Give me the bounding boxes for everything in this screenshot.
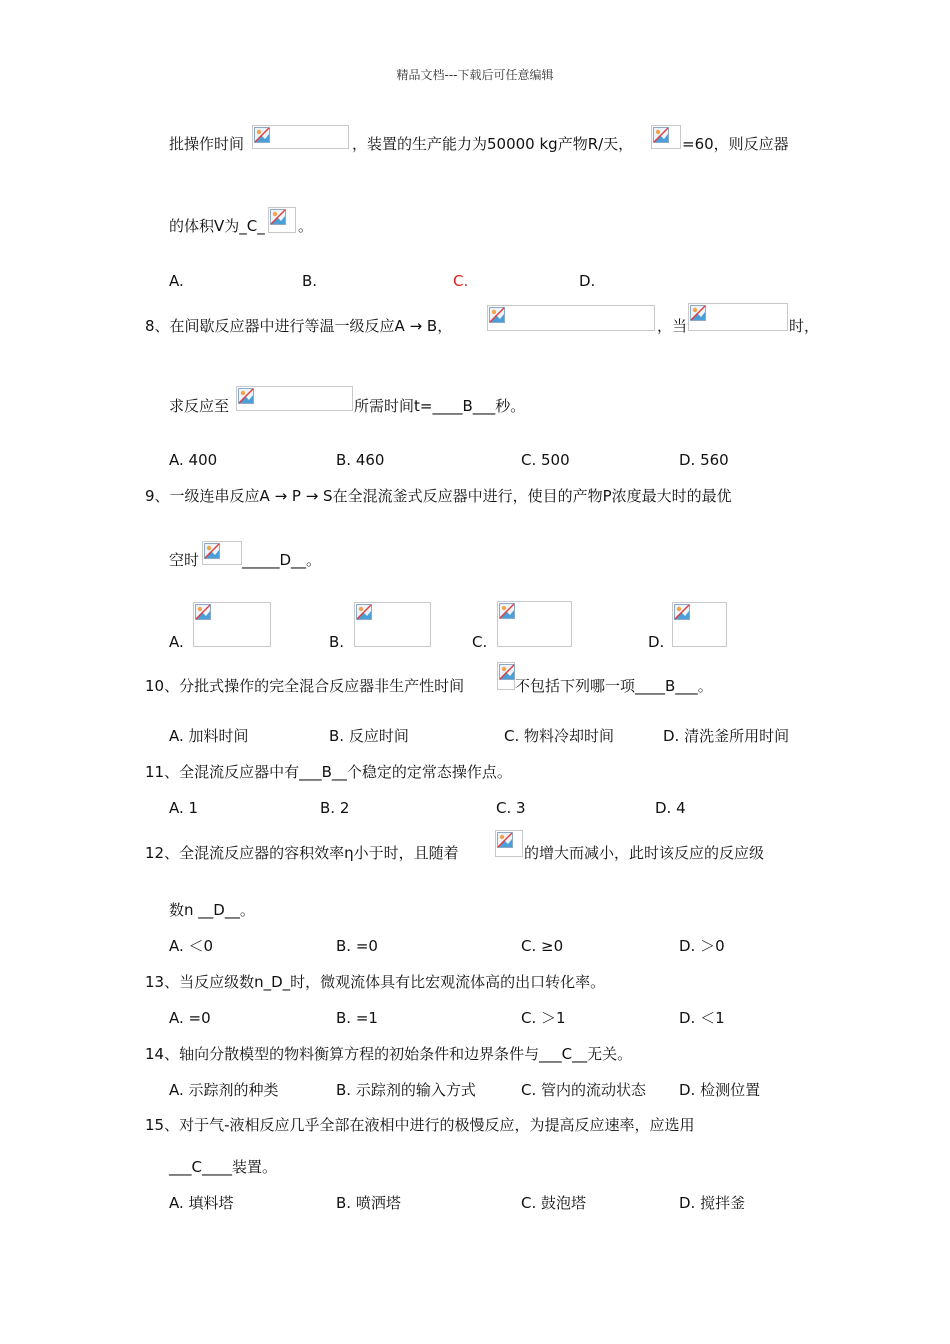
q7-option-c-answer: C. (453, 272, 469, 290)
broken-image-icon (254, 127, 270, 143)
text-q8-line2a: 求反应至 (169, 397, 230, 415)
q8-option-d: D. 560 (679, 451, 729, 469)
q14-option-c: C. 管内的流动状态 (521, 1081, 647, 1099)
q14-option-a: A. 示踪剂的种类 (169, 1081, 279, 1099)
text-q8-line1c: 时， (789, 317, 820, 335)
formula-image (672, 602, 727, 647)
q15-option-c: C. 鼓泡塔 (521, 1194, 587, 1212)
q10-option-b: B. 反应时间 (329, 727, 409, 745)
q12-option-d: D. ＞0 (679, 937, 725, 955)
text-q15-line2: ___C____装置。 (169, 1158, 277, 1176)
formula-image (193, 602, 271, 647)
q7-option-b: B. (302, 272, 318, 290)
text-q12-c: 数n __D__。 (169, 901, 255, 919)
formula-image (202, 541, 242, 565)
q12-option-a: A. ＜0 (169, 937, 214, 955)
text-q7-line2: 的体积V为_C_ (169, 217, 265, 235)
text-q9-line2b: _____D__。 (242, 551, 322, 569)
q15-option-b: B. 喷洒塔 (336, 1194, 401, 1212)
q7-option-d: D. (579, 272, 596, 290)
broken-image-icon (653, 127, 669, 143)
broken-image-icon (497, 832, 513, 848)
q14-option-b: B. 示踪剂的输入方式 (336, 1081, 476, 1099)
text-q14: 14、轴向分散模型的物料衡算方程的初始条件和边界条件与___C__无关。 (145, 1045, 633, 1063)
q10-option-d: D. 清洗釜所用时间 (663, 727, 790, 745)
q9-option-d: D. (648, 633, 665, 651)
broken-image-icon (238, 388, 254, 404)
text-q9-line2a: 空时 (169, 551, 200, 569)
formula-image (354, 602, 431, 647)
text-q12-a: 12、全混流反应器的容积效率η小于时，且随着 (145, 844, 459, 862)
q9-option-a: A. (169, 633, 184, 651)
q13-option-a: A. =0 (169, 1009, 211, 1027)
text-q7-line1a: 批操作时间 (169, 135, 245, 153)
text-q10-b: 不包括下列哪一项____B___。 (515, 677, 713, 695)
text-q7-line2-end: 。 (298, 217, 314, 235)
q15-option-d: D. 搅拌釜 (679, 1194, 746, 1212)
q13-option-c: C. ＞1 (521, 1009, 566, 1027)
q7-option-a: A. (169, 272, 184, 290)
formula-image (688, 303, 788, 331)
formula-image (236, 386, 353, 411)
q8-option-a: A. 400 (169, 451, 218, 469)
broken-image-icon (270, 209, 286, 225)
text-q8-line1a: 8、在间歇反应器中进行等温一级反应A → B， (145, 317, 453, 335)
q11-option-c: C. 3 (496, 799, 526, 817)
q9-option-c: C. (472, 633, 488, 651)
formula-image (651, 125, 681, 149)
text-q8-line2b: 所需时间t=____B___秒。 (354, 397, 526, 415)
formula-image (268, 207, 296, 233)
q9-option-b: B. (329, 633, 345, 651)
q12-option-b: B. =0 (336, 937, 378, 955)
broken-image-icon (356, 604, 372, 620)
text-q9-line1: 9、一级连串反应A → P → S在全混流釜式反应器中进行，使目的产物P浓度最大时的最优 (145, 487, 732, 505)
text-q11: 11、全混流反应器中有___B__个稳定的定常态操作点。 (145, 763, 512, 781)
formula-image (497, 662, 515, 690)
text-q7-line1c: =60，则反应器 (682, 135, 789, 153)
q11-option-a: A. 1 (169, 799, 199, 817)
broken-image-icon (489, 307, 505, 323)
q8-option-c: C. 500 (521, 451, 570, 469)
q8-option-b: B. 460 (336, 451, 385, 469)
q12-option-c: C. ≥0 (521, 937, 564, 955)
text-q13: 13、当反应级数n_D_时，微观流体具有比宏观流体高的出口转化率。 (145, 973, 606, 991)
q10-option-c: C. 物料冷却时间 (504, 727, 615, 745)
q10-option-a: A. 加料时间 (169, 727, 249, 745)
q14-option-d: D. 检测位置 (679, 1081, 761, 1099)
q15-option-a: A. 填料塔 (169, 1194, 234, 1212)
q13-option-b: B. =1 (336, 1009, 378, 1027)
text-q15-line1: 15、对于气-液相反应几乎全部在液相中进行的极慢反应，为提高反应速率，应选用 (145, 1116, 695, 1134)
text-q10-a: 10、分批式操作的完全混合反应器非生产性时间 (145, 677, 465, 695)
broken-image-icon (499, 664, 515, 680)
page-header: 精品文档---下载后可任意编辑 (396, 68, 554, 82)
broken-image-icon (674, 604, 690, 620)
text-q8-line1b: ，当 (657, 317, 688, 335)
text-q12-b: 的增大而减小，此时该反应的反应级 (524, 844, 765, 862)
broken-image-icon (195, 604, 211, 620)
formula-image (487, 305, 655, 331)
formula-image (497, 601, 572, 647)
q11-option-b: B. 2 (320, 799, 350, 817)
formula-image (495, 830, 523, 857)
q13-option-d: D. ＜1 (679, 1009, 725, 1027)
text-q7-line1b: ，装置的生产能力为50000 kg产物R/天， (352, 135, 634, 153)
broken-image-icon (690, 305, 706, 321)
q11-option-d: D. 4 (655, 799, 686, 817)
broken-image-icon (499, 603, 515, 619)
formula-image (252, 125, 349, 149)
broken-image-icon (204, 543, 220, 559)
